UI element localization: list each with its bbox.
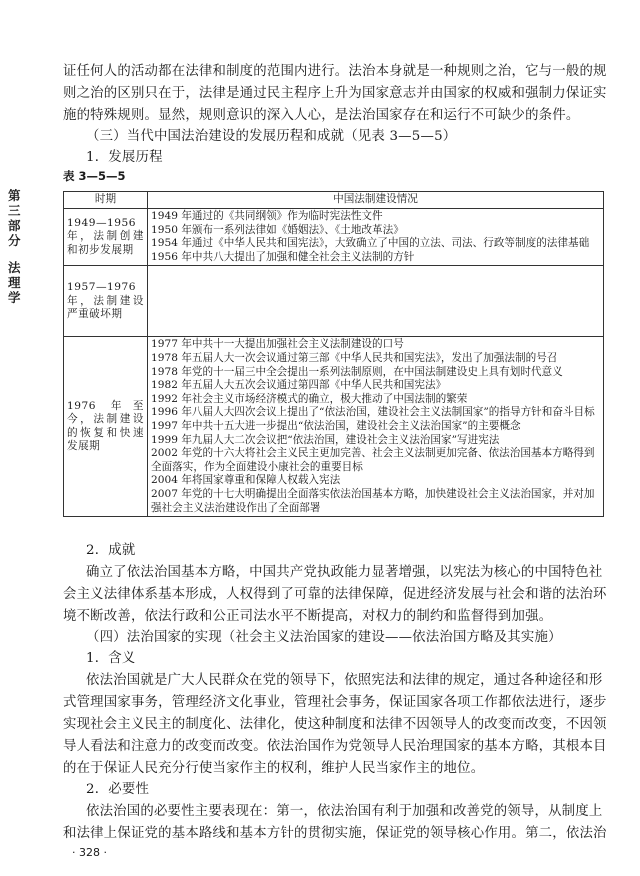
period-cell: 1957—1976 年，法制建设严重破坏期	[64, 266, 148, 337]
event-item: 1982 年五届人大五次会议通过第四部《中华人民共和国宪法》	[151, 379, 447, 392]
subsection-heading: 1．发展历程	[86, 150, 163, 165]
content-cell	[148, 209, 604, 266]
section-heading: （四）法治国家的实现（社会主义法治国家的建设——依法治国方略及其实施）	[86, 630, 562, 645]
paragraph-line: 式管理国家事务，管理经济文化事业，管理社会事务，保证国家各项工作都依法进行，逐步	[63, 695, 607, 710]
event-item: 1999 年九届人大二次会议把“依法治国，建设社会主义法治国家”写进宪法	[151, 433, 500, 446]
paragraph-line: 会主义法律体系基本形成，人权得到了可靠的法律保障，促进经济发展与社会和谐的法治环	[63, 587, 607, 602]
event-item: 1992 年社会主义市场经济模式的确立，极大推动了中国法制的繁荣	[151, 392, 468, 405]
paragraph-line: 施的特殊规则。显然，规则意识的深入人心，是法治国家存在和运行不可缺少的条件。	[63, 108, 580, 123]
table-row	[64, 209, 604, 266]
period-cell: 1949—1956 年，法制创建和初步发展期	[64, 209, 148, 266]
event-item: 2002 年党的十六大将社会主义民主更加完善、社会主义法制更加完备、依法治国基本方略得到全面落实，作为全面建设小康社会的重要目标	[151, 447, 595, 473]
table-row	[64, 266, 604, 337]
content-cell-empty	[148, 266, 604, 337]
event-item: 1956 年中共八大提出了加强和健全社会主义法制的方针	[151, 250, 415, 263]
legal-development-table	[63, 191, 604, 517]
paragraph-line: 依法治国的必要性主要表现在：第一，依法治国有利于加强和改善党的领导，从制度上	[86, 804, 603, 819]
paragraph-line: 实现社会主义民主的制度化、法律化，使这种制度和法律不因领导人的改变而改变，不因领	[63, 717, 607, 732]
column-header-period: 时期	[64, 192, 148, 209]
event-item: 1954 年通过《中华人民共和国宪法》，大致确立了中国的立法、司法、行政等制度的法律基础	[151, 237, 590, 250]
paragraph-line: 和法律上保证党的基本路线和基本方针的贯彻实施，保证党的领导核心作用。第二，依法治	[63, 826, 607, 841]
paragraph-line: 导人看法和注意力的改变而改变。依法治国作为党领导人民治理国家的基本方略，其根本目	[63, 739, 607, 754]
event-item: 2007 年党的十七大明确提出全面落实依法治国基本方略，加快建设社会主义法治国家，并对加强社会主义法治建设作出了全面部署	[151, 487, 595, 514]
paragraph-line: 则之治的区别只在于，法律是通过民主程序上升为国家意志并由国家的权威和强制力保证实	[63, 86, 607, 101]
section-heading: （三）当代中国法治建设的发展历程和成就（见表 3—5—5）	[86, 129, 457, 144]
event-item: 1950 年颁布一系列法律如《婚姻法》、《土地改革法》	[151, 223, 404, 236]
paragraph-line: 依法治国就是广大人民群众在党的领导下，依照宪法和法律的规定，通过各种途径和形	[86, 673, 603, 688]
event-item: 1949 年通过的《共同纲领》作为临时宪法性文件	[151, 210, 383, 222]
event-item: 1997 年中共十五大进一步提出“依法治国，建设社会主义法治国家”的主要概念	[151, 419, 521, 432]
event-item: 1978 年五届人大一次会议通过第三部《中华人民共和国宪法》，发出了加强法制的号召	[151, 351, 558, 364]
event-item: 1977 年中共十一大提出加强社会主义法制建设的口号	[151, 338, 404, 351]
paragraph-line: 确立了依法治国基本方略，中国共产党执政能力显著增强，以宪法为核心的中国特色社	[86, 565, 603, 580]
subsection-heading: 2．必要性	[86, 782, 150, 797]
paragraph-line: 证任何人的活动都在法律和制度的范围内进行。法治本身就是一种规则之治，它与一般的规	[63, 64, 607, 79]
table-caption: 表 3—5—5	[63, 169, 126, 183]
side-label-part: 第三部分	[8, 188, 21, 248]
subsection-heading: 1．含义	[86, 651, 136, 666]
column-header-content: 中国法制建设情况	[148, 192, 604, 209]
paragraph-line: 境不断改善，依法行政和公正司法水平不断提高，对权力的制约和监督得到加强。	[63, 609, 553, 624]
event-item: 1978 年党的十一届三中全会提出一系列法制原则，在中国法制建设史上具有划时代意义	[151, 365, 563, 378]
page-number: · 328 ·	[72, 846, 107, 859]
side-label-subject: 法理学	[8, 260, 21, 305]
part-side-label	[8, 188, 22, 305]
period-cell: 1976 年至今，法制建设的恢复和快速发展期	[64, 337, 148, 517]
content-cell	[148, 337, 604, 517]
table-header-row	[64, 192, 604, 209]
table-row	[64, 337, 604, 517]
paragraph-line: 的在于保证人民充分行使当家作主的权利，维护人民当家作主的地位。	[63, 761, 485, 776]
event-item: 2004 年将国家尊重和保障人权载入宪法	[151, 474, 341, 487]
subsection-heading: 2．成就	[86, 543, 136, 558]
event-item: 1996 年八届人大四次会议上提出了“依法治国，建设社会主义法制国家”的指导方针和奋斗目标	[151, 406, 595, 419]
